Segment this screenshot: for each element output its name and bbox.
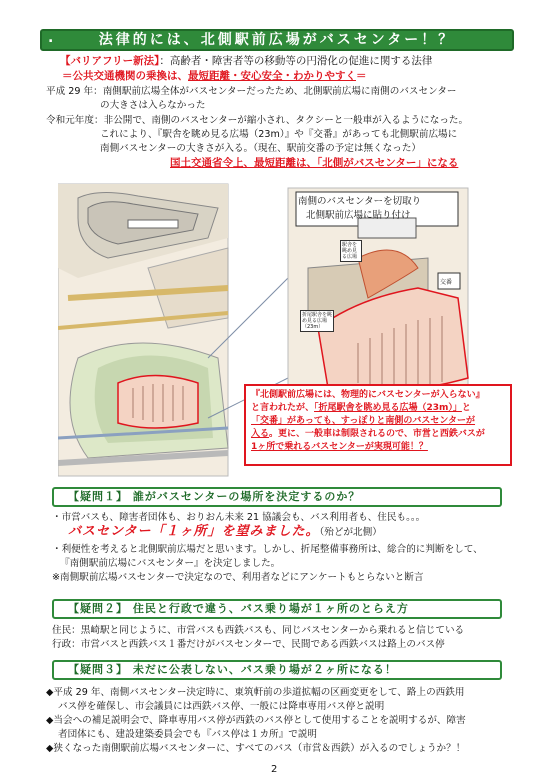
callout-line3a: 「交番」 (251, 416, 288, 426)
q1-bullet3: 『南側駅前広場にバスセンター』を決定しました。 (60, 558, 281, 569)
q3-bullet1: ◆平成 29 年、南側バスセンター決定時に、東筑軒前の歩道拡幅の区画変更をして、路上の西鉄用 (46, 687, 465, 698)
page-number: 2 (271, 764, 278, 775)
law-principle (62, 70, 367, 83)
law-principle-emphasis: 最短距離・安心安全・わかりやすく (188, 70, 356, 82)
conclusion-text: 国土交通省令上、最短距離は、「北側がバスセンター」になる (170, 157, 459, 169)
q1-big-text: バスセンター「１ヶ所」を望みました。 (68, 524, 320, 539)
law-desc: ：高齢者・障害者等の移動等の円滑化の促進に関する法律 (159, 55, 433, 67)
callout-line3b: があっても、すっぽりと南側のバスセンターが (287, 416, 476, 426)
koban-label: 交番 (440, 279, 453, 286)
law-line (60, 55, 432, 68)
callout-line4b: 。更に、一般車は制限されるので、市営と西鉄バスが (269, 429, 485, 439)
q3-bullet2b: 者団体にも、建設建築委員会でも『バス停は１カ所』で説明 (58, 729, 318, 740)
title-bar (40, 29, 514, 51)
callout-line3 (251, 415, 505, 428)
h29-label: 平成 29 年： (46, 86, 103, 97)
page-title: 法律的には、北側駅前広場がバスセンター！？ (98, 32, 456, 48)
callout-line1: 『北側駅前広場には、物理的にバスセンターが入らない』 (251, 390, 485, 400)
q3-bullet3: ◆狭くなった南側駅前広場バスセンターに、すべてのバス（市営＆西鉄）が入るのでしょうか？！ (46, 743, 466, 754)
law-principle-post: ＝ (356, 70, 367, 82)
q3-header: 【疑問３】 未だに公表しない、バス乗り場が２ヶ所になる！ (52, 660, 502, 680)
h29-line2: の大きさは入らなかった (100, 100, 206, 111)
right-map-title2: 北側駅前広場に貼り付け (306, 210, 411, 221)
callout-line2b: 「折尾駅舎を眺め見る広場（23m）」 (314, 403, 462, 413)
callout-line2a: と言われたが、 (251, 403, 315, 413)
law-principle-pre: ＝公共交通機関の乗換は、 (62, 70, 188, 82)
q1-big-note: （殆どが北側） (319, 527, 382, 538)
callout-line2c: と (461, 403, 471, 413)
q3-bullet1b: バス停を確保し、市会議員には西鉄バス停、一般には降車専用バス停と説明 (58, 701, 385, 712)
q1-bullet1: ・市営バスも、障害者団体も、おりおん未来 21 協議会も、バス利用者も、住民も。。。 (52, 512, 426, 523)
q2-admin: 行政：市営バスと西鉄バス１番だけがバスセンターで、民間である西鉄バスは路上のバス停 (52, 639, 445, 650)
conclusion (170, 157, 458, 170)
q2-header: 【疑問２】 住民と行政で違う、バス乗り場が１ヶ所のとらえ方 (52, 599, 502, 619)
r1-label: 令和元年度： (46, 115, 104, 126)
q2-resident: 住民：黒崎駅と同じように、市営バスも西鉄バスも、同じバスセンターから乗れると信じている (52, 625, 465, 636)
law-tag: 【バリアフリー新法】 (60, 55, 160, 67)
r1-text1: 非公開で、南側のバスセンターが縮小され、タクシーと一般車が入るようになった。 (103, 115, 469, 126)
r1-line2: これにより、『駅舎を眺め見る広場（23m）』や『交番』があっても北側駅前広場に (100, 129, 458, 140)
callout-box (244, 384, 512, 466)
r1-line (46, 114, 468, 127)
q1-big-line (68, 525, 382, 539)
q1-bullet2: ・利便性を考えると北側駅前広場だと思います。しかし、折尾整備事務所は、総合的に判断をして、 (52, 544, 483, 555)
plaza-sign-1: 駅舎を眺め見る広場 (340, 240, 362, 262)
plaza-sign-2: 折尾駅舎を眺め見る広場（23m） (302, 312, 333, 330)
r1-line3: 南側バスセンターの大きさが入る。（現在、駅前交番の予定は無くなった） (100, 143, 422, 154)
callout-line4 (251, 428, 505, 441)
bullet-icon: . (48, 30, 57, 46)
callout-line4a: 入る (251, 429, 270, 439)
q3-bullet2: ◆当会への補足説明会で、降車専用バス停が西鉄のバス停として使用することを説明するが、障害 (46, 715, 466, 726)
h29-text1: 南側駅前広場全体がバスセンターだったため、北側駅前広場に南側のバスセンター (102, 86, 457, 97)
right-map-title1: 南側のバスセンターを切取り (298, 196, 422, 207)
q1-note: ※南側駅前広場バスセンターで決定なので、利用者などにアンケートもとらないと断言 (52, 572, 424, 583)
callout-line5 (251, 441, 505, 454)
h29-line (46, 85, 457, 98)
left-map (58, 184, 228, 476)
callout-line2 (251, 402, 505, 415)
callout-line5-text: 1ヶ所で乗れるバスセンターが実現可能！？ (251, 442, 428, 452)
q1-header: 【疑問１】 誰がバスセンターの場所を決定するのか？ (52, 487, 502, 507)
